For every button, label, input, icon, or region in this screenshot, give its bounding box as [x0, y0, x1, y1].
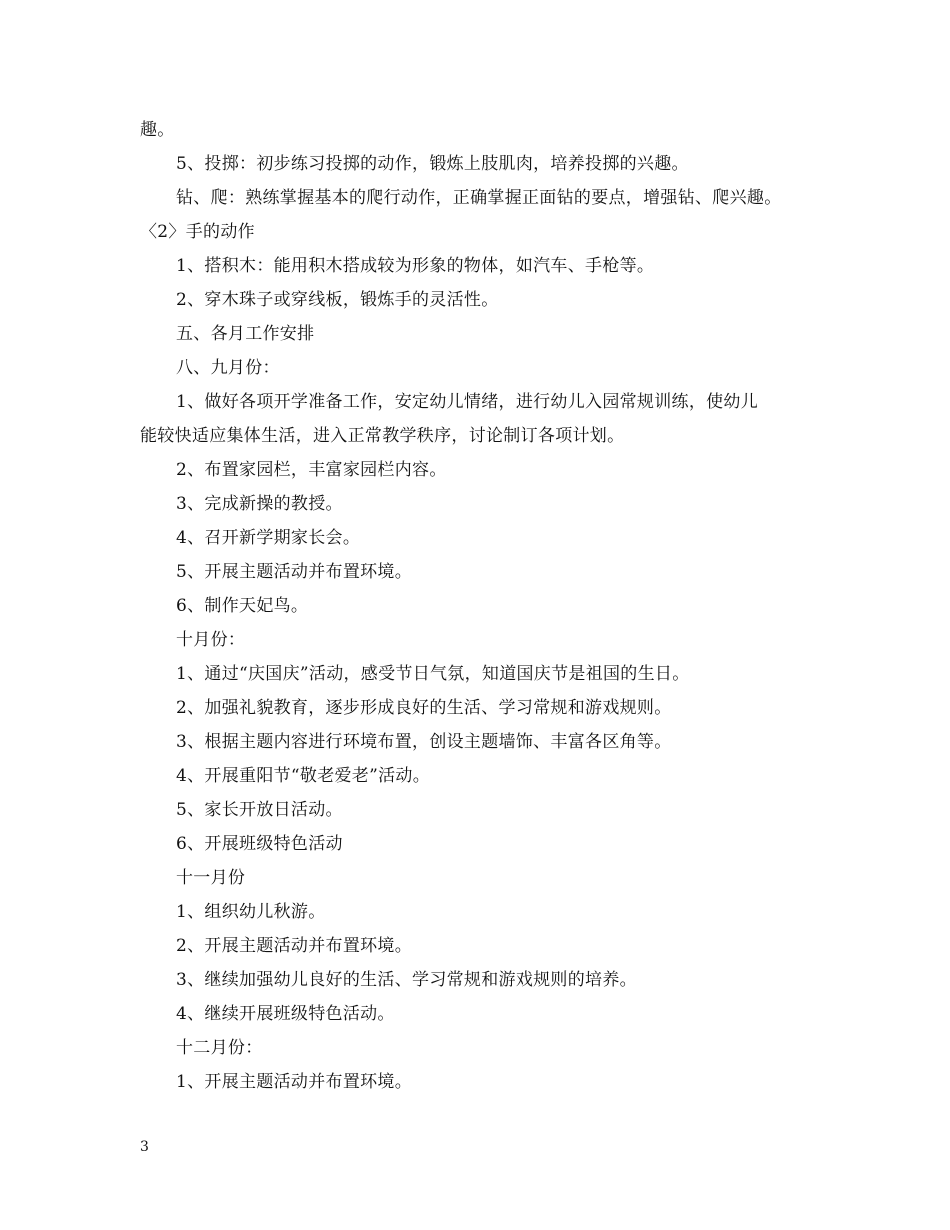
text-line: 趣。	[140, 120, 175, 140]
text-line: 3、根据主题内容进行环境布置，创设主题墙饰、丰富各区角等。	[176, 732, 672, 752]
text-line: 1、组织幼儿秋游。	[176, 902, 326, 922]
section-heading: 〈2〉手的动作	[140, 222, 255, 242]
text-line: 2、穿木珠子或穿线板，锻炼手的灵活性。	[176, 290, 499, 310]
month-heading: 十二月份：	[176, 1038, 263, 1058]
month-heading: 十一月份	[176, 868, 246, 888]
text-line: 5、开展主题活动并布置环境。	[176, 562, 413, 582]
text-line: 5、家长开放日活动。	[176, 800, 343, 820]
text-line: 4、召开新学期家长会。	[176, 528, 361, 548]
section-heading: 五、各月工作安排	[176, 324, 315, 344]
text-line: 3、完成新操的教授。	[176, 494, 343, 514]
text-line: 1、开展主题活动并布置环境。	[176, 1072, 413, 1092]
text-line: 6、开展班级特色活动	[176, 834, 343, 854]
text-line: 2、布置家园栏，丰富家园栏内容。	[176, 460, 447, 480]
text-line: 钻、爬：熟练掌握基本的爬行动作，正确掌握正面钻的要点，增强钻、爬兴趣。	[176, 188, 782, 208]
text-line: 1、通过“庆国庆”活动，感受节日气氛，知道国庆节是祖国的生日。	[176, 664, 690, 684]
text-line: 能较快适应集体生活，进入正常教学秩序，讨论制订各项计划。	[140, 426, 625, 446]
text-line: 5、投掷：初步练习投掷的动作，锻炼上肢肌肉，培养投掷的兴趣。	[176, 154, 689, 174]
text-line: 4、开展重阳节“敬老爱老”活动。	[176, 766, 430, 786]
text-line: 2、开展主题活动并布置环境。	[176, 936, 413, 956]
text-line: 6、制作天妃鸟。	[176, 596, 309, 616]
document-body	[140, 113, 830, 1099]
text-line: 4、继续开展班级特色活动。	[176, 1004, 395, 1024]
text-line: 1、做好各项开学准备工作，安定幼儿情绪，进行幼儿入园常规训练，使幼儿	[176, 392, 759, 412]
text-line: 1、搭积木：能用积木搭成较为形象的物体，如汽车、手枪等。	[176, 256, 655, 276]
month-heading: 十月份：	[176, 630, 246, 650]
month-heading: 八、九月份：	[176, 358, 280, 378]
text-line: 2、加强礼貌教育，逐步形成良好的生活、学习常规和游戏规则。	[176, 698, 672, 718]
page-number: 3	[140, 1139, 149, 1155]
text-line: 3、继续加强幼儿良好的生活、学习常规和游戏规则的培养。	[176, 970, 637, 990]
